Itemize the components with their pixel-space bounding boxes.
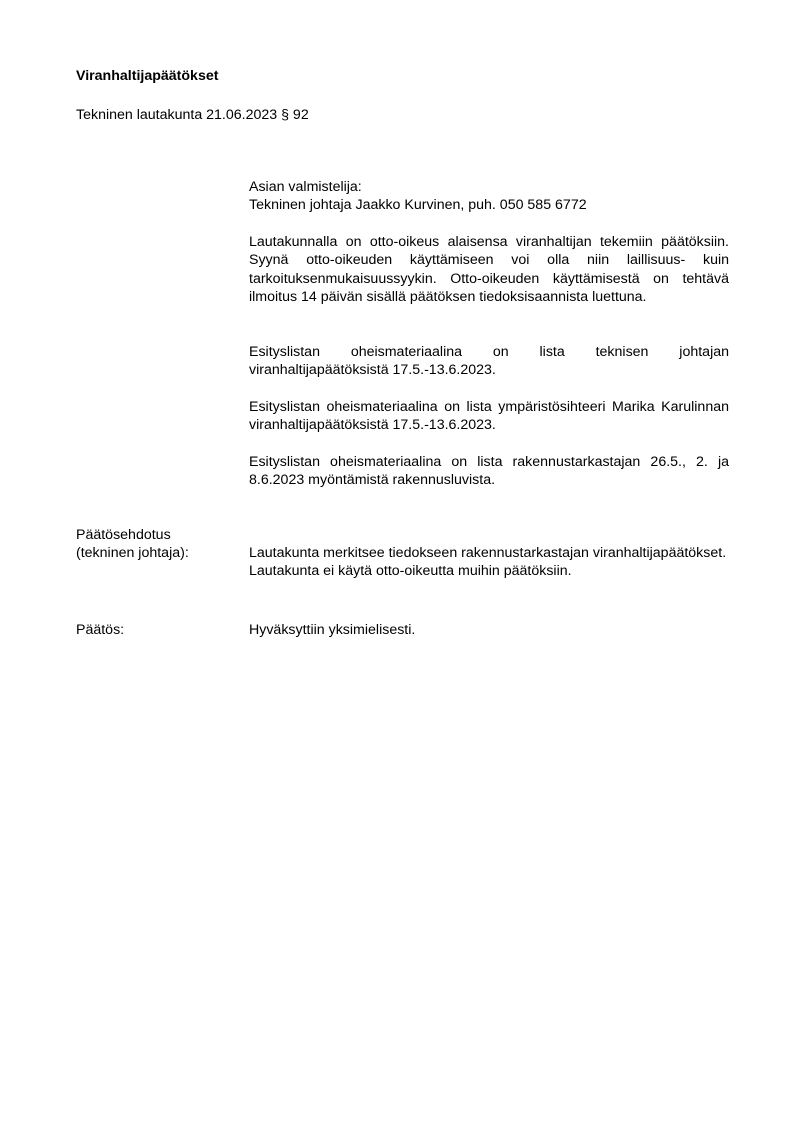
preparer-block [249,178,729,215]
meeting-line: Tekninen lautakunta 21.06.2023 § 92 [76,107,309,123]
proposal-label [76,526,189,563]
decision-label: Päätös: [76,622,125,638]
decision-text: Hyväksyttiin yksimielisesti. [249,622,416,638]
paragraph-rakennustarkastaja: Esityslistan oheismateriaalina on lista rakennustarkastajan 26.5., 2. ja 8.6.2023 myöntämistä rakennusluvista. [249,454,729,489]
preparer-name: Tekninen johtaja Jaakko Kurvinen, puh. 050 585 6772 [249,197,587,214]
paragraph-ymparistosihteeri: Esityslistan oheismateriaalina on lista ympäristösihteeri Marika Karulinnan viranhaltijapäätöksistä 17.5.-13.6.2023. [249,399,729,434]
paragraph-otto-oikeus: Lautakunnalla on otto-oikeus alaisensa viranhaltijan tekemiin päätöksiin. Syynä otto-oikeuden käyttämiseen voi olla niin laillisuus- kuin tarkoituksenmukaisuussyykin. Otto-oikeuden käyttämisestä on tehtävä ilmoitus 14 päivän sisällä päätöksen tiedoksisaannista luettuna. [249,234,729,305]
proposal-label-line1: Päätösehdotus [76,527,171,543]
paragraph-tekninen-johtaja: Esityslistan oheismateriaalina on lista teknisen johtajan viranhaltijapäätöksistä 17.5.-13.6.2023. [249,344,729,379]
proposal-label-line2: (tekninen johtaja): [76,545,189,562]
proposal-text: Lautakunta merkitsee tiedokseen rakennustarkastajan viranhaltijapäätökset. Lautakunta ei käytä otto-oikeutta muihin päätöksiin. [249,545,727,580]
preparer-label: Asian valmistelija: [249,179,362,195]
document-title: Viranhaltijapäätökset [76,68,219,84]
